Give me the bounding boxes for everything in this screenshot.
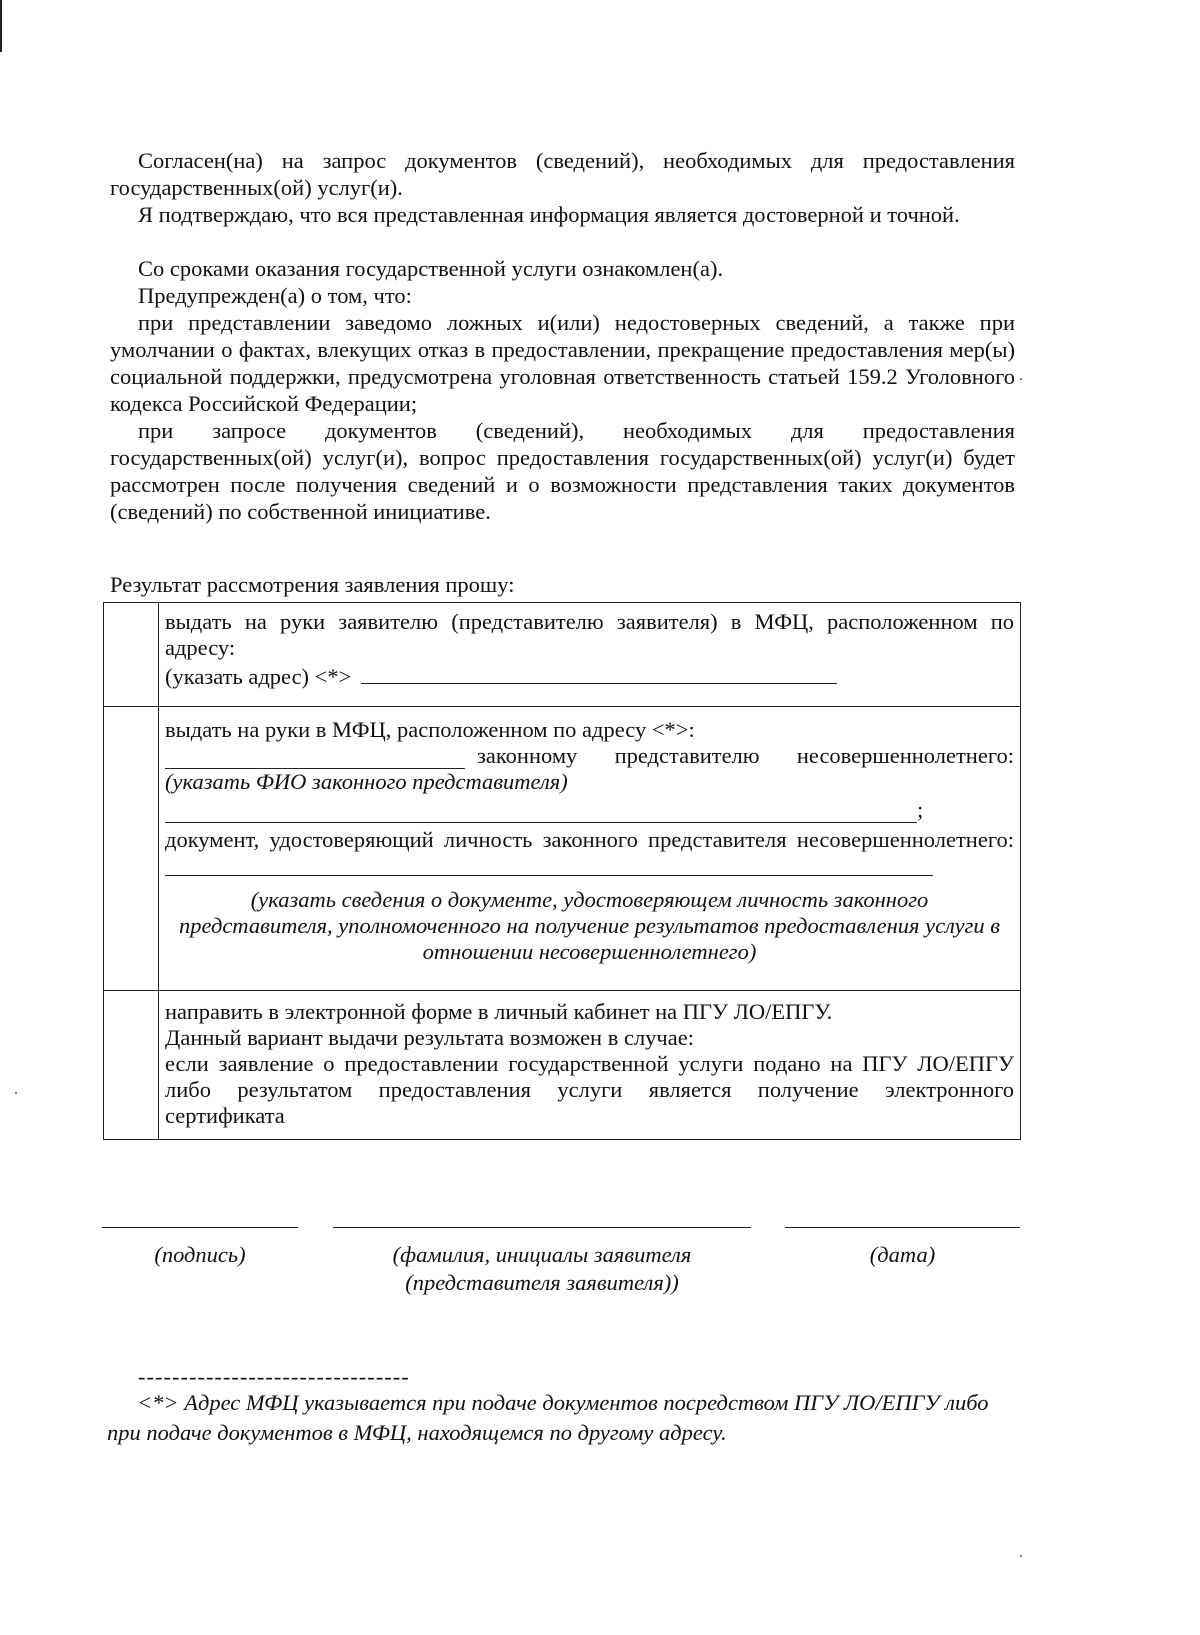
representative-fio-field[interactable] [165, 800, 917, 823]
option-row-electronic [104, 991, 1021, 1140]
scan-speck [1020, 1555, 1022, 1557]
option-2-address-row [165, 743, 1014, 769]
option-2-fio-hint: (указать ФИО законного представителя) [165, 769, 568, 794]
option-text-mfc-representative [159, 707, 1021, 991]
option-text-mfc-applicant [159, 603, 1021, 707]
date-line[interactable] [785, 1227, 1020, 1228]
applicant-name-line[interactable] [333, 1227, 751, 1228]
option-2-doc-label: документ, удостоверяющий личность законного представителя несовершеннолетнего: [165, 827, 1014, 852]
terms-paragraph: Со сроками оказания государственной услуги ознакомлен(а). [138, 256, 724, 281]
liability-paragraph: при представлении заведомо ложных и(или) недостоверных сведений, а также при умолчании о фактах, влекущих отказ в предоставлении, прекращение предоставления мер(ы) социальной поддержки, предусмотрена уголовная ответственность статьей 159.2 Уголовного кодекса Российской Федерации; [110, 310, 1015, 416]
option-2-line2: законному представителю несовершеннолетнего: [477, 743, 1014, 768]
option-row-mfc-applicant [104, 603, 1021, 707]
option-2-doc-hint: (указать сведения о документе, удостоверяющем личность законного представителя, уполномоченного на получение результатов предоставления услуги в отношении несовершеннолетнего) [179, 887, 1000, 964]
option-2-doc-row [165, 853, 1014, 883]
consent-paragraph: Согласен(на) на запрос документов (сведений), необходимых для предоставления государственных(ой) услуг(и). [110, 148, 1015, 200]
option-2-semicolon: ; [917, 797, 924, 822]
footnote-separator: -------------------------------- [138, 1364, 410, 1389]
option-3-line1: направить в электронной форме в личный кабинет на ПГУ ЛО/ЕПГУ. [165, 999, 833, 1024]
applicant-name-label-1: (фамилия, инициалы заявителя [392, 1242, 692, 1267]
option-1-address-row [165, 661, 1014, 690]
scan-speck [15, 1092, 17, 1094]
scan-speck [1020, 378, 1022, 380]
option-text-electronic [159, 991, 1021, 1140]
confirmation-paragraph: Я подтверждаю, что вся представленная информация является достоверной и точной. [138, 202, 960, 227]
scan-edge-mark [0, 0, 2, 52]
result-intro: Результат рассмотрения заявления прошу: [110, 572, 515, 597]
address-field[interactable] [361, 661, 837, 684]
option-1-line1: выдать на руки заявителю (представителю заявителя) в МФЦ, расположенном по адресу: [165, 609, 1014, 660]
request-documents-paragraph: при запросе документов (сведений), необходимых для предоставления государственных(ой) услуг(и), вопрос предоставления государственных(ой) услуг(и) будет рассмотрен после получения сведений и о возможности представления таких документов (сведений) по собственной инициативе. [110, 418, 1015, 524]
option-2-line1: выдать на руки в МФЦ, расположенном по адресу <*>: [165, 717, 695, 742]
representative-address-field[interactable] [165, 746, 465, 769]
option-3-line3: если заявление о предоставлении государственной услуги подано на ПГУ ЛО/ЕПГУ либо результатом предоставления услуги является получение электронного сертификата [165, 1051, 1014, 1128]
signature-label: (подпись) [154, 1242, 246, 1267]
footnote: <*> Адрес МФЦ указывается при подаче документов посредством ПГУ ЛО/ЕПГУ либо при подаче документов в МФЦ, находящемся по другому адресу. [107, 1390, 989, 1445]
result-options-table [103, 602, 1021, 1140]
option-checkbox-electronic[interactable] [104, 991, 159, 1140]
representative-document-field[interactable] [165, 853, 933, 876]
option-2-fio-row [165, 795, 1014, 823]
applicant-name-label-2: (представителя заявителя)) [405, 1270, 679, 1295]
option-3-line2: Данный вариант выдачи результата возможен в случае: [165, 1025, 694, 1050]
option-1-address-label: (указать адрес) <*> [165, 664, 352, 689]
option-checkbox-mfc-representative[interactable] [104, 707, 159, 991]
date-label: (дата) [869, 1242, 936, 1267]
signature-line[interactable] [102, 1227, 298, 1228]
warning-intro-paragraph: Предупрежден(а) о том, что: [138, 283, 412, 308]
option-checkbox-mfc-applicant[interactable] [104, 603, 159, 707]
option-row-mfc-representative [104, 707, 1021, 991]
